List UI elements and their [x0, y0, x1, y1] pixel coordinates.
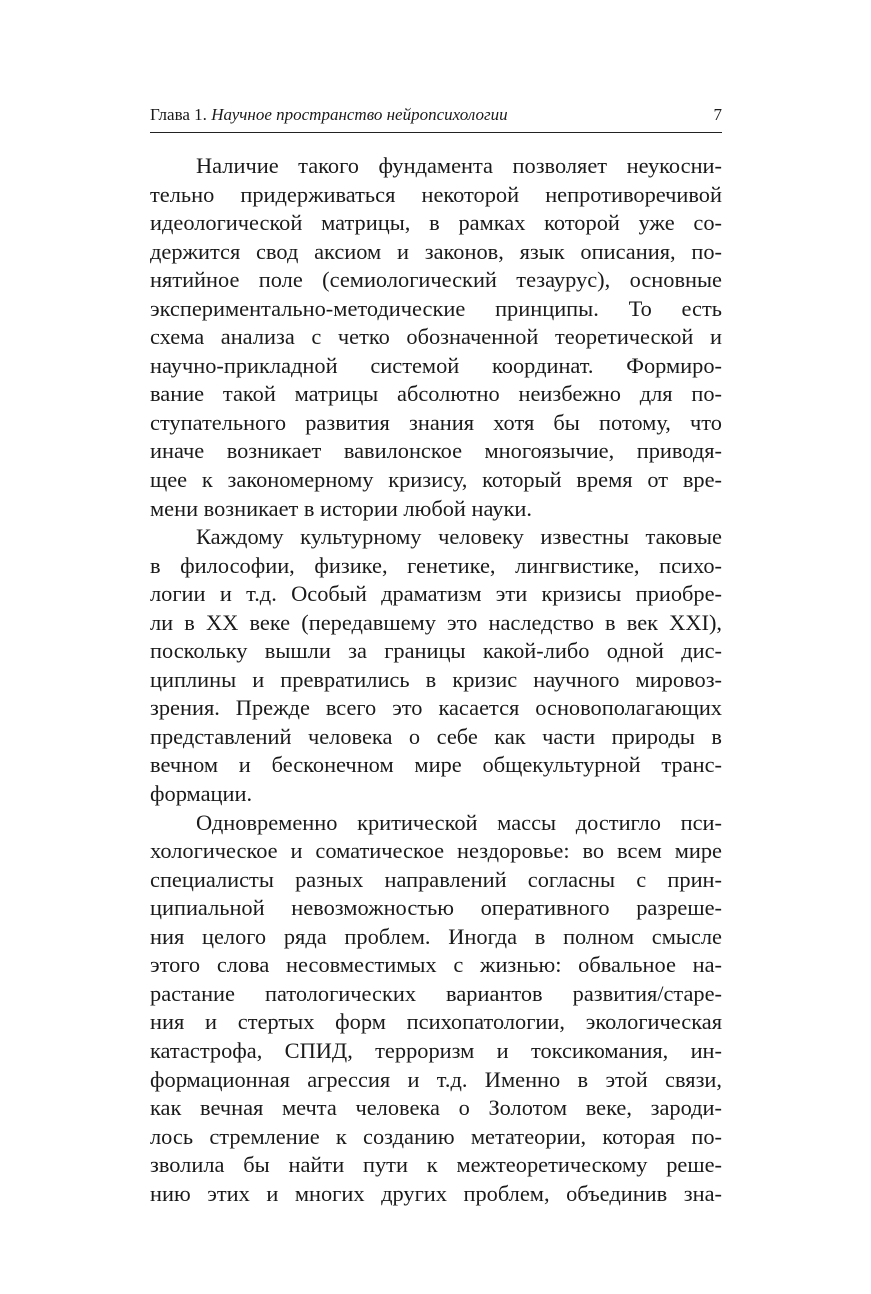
text-line: специалисты разных направлений согласны с прин- [150, 866, 722, 892]
paragraph [150, 523, 722, 808]
chapter-label: Глава 1. [150, 105, 207, 124]
text-line: Наличие такого фундамента позволяет неукосни- [196, 153, 722, 178]
text-line: ступательного развития знания хотя бы потому, что [150, 409, 722, 435]
text-line: идеологической матрицы, в рамках которой уже со- [150, 210, 722, 236]
text-line: Каждому культурному человеку известны таковые [196, 524, 722, 550]
text-line: тельно придерживаться некоторой непротиворечивой [150, 181, 722, 207]
text-line: ния и стертых форм психопатологии, экологическая [150, 1009, 722, 1035]
text-line: зрения. Прежде всего это касается основополагающих [150, 695, 722, 721]
text-line: вечном и бесконечном мире общекультурной транс- [150, 752, 722, 778]
text-line: представлений человека о себе как части природы в [150, 723, 722, 749]
text-line: поскольку вышли за границы какой-либо одной дис- [150, 638, 722, 664]
page-number: 7 [713, 105, 722, 124]
text-line: формации. [150, 781, 253, 807]
paragraph [150, 152, 722, 523]
text-line: логии и т.д. Особый драматизм эти кризисы приобре- [150, 581, 722, 607]
text-line: научно-прикладной системой координат. Формиро- [150, 352, 722, 378]
body-text [150, 152, 722, 1208]
text-line: ния целого ряда проблем. Иногда в полном смысле [150, 923, 722, 949]
text-line: как вечная мечта человека о Золотом веке, зароди- [150, 1095, 722, 1121]
text-line: экспериментально-методические принципы. То есть [150, 295, 722, 321]
text-line: мени возникает в истории любой науки. [150, 495, 532, 521]
text-line: нятийное поле (семиологический тезаурус), основные [150, 267, 722, 293]
text-line: схема анализа с четко обозначенной теоретической и [150, 324, 722, 350]
text-line: Одновременно критической массы достигло пси- [196, 809, 722, 835]
running-header [150, 100, 722, 133]
text-line: лось стремление к созданию метатеории, которая по- [150, 1123, 722, 1149]
text-line: циплины и превратились в кризис научного мировоз- [150, 666, 722, 692]
text-line: формационная агрессия и т.д. Именно в этой связи, [150, 1066, 722, 1092]
text-line: ципиальной невозможностью оперативного разреше- [150, 895, 722, 921]
text-line: хологическое и соматическое нездоровье: во всем мире [150, 838, 722, 864]
paragraph [150, 809, 722, 1209]
text-line: этого слова несовместимых с жизнью: обвальное на- [150, 952, 722, 978]
chapter-title: Научное пространство нейропсихологии [211, 105, 508, 124]
text-line: щее к закономерному кризису, который время от вре- [150, 467, 722, 493]
text-line: в философии, физике, генетике, лингвистике, психо- [150, 552, 722, 578]
text-line: нию этих и многих других проблем, объединив зна- [150, 1180, 722, 1206]
text-line: катастрофа, СПИД, терроризм и токсикомания, ин- [150, 1037, 722, 1063]
text-line: зволила бы найти пути к межтеоретическому реше- [150, 1152, 722, 1178]
running-header-title [150, 104, 508, 126]
text-line: растание патологических вариантов развития/старе- [150, 980, 722, 1006]
text-line: ли в XX веке (передавшему это наследство в век XXI), [150, 609, 722, 635]
text-line: держится свод аксиом и законов, язык описания, по- [150, 238, 722, 264]
text-line: вание такой матрицы абсолютно неизбежно для по- [150, 381, 722, 407]
text-line: иначе возникает вавилонское многоязычие, приводя- [150, 438, 722, 464]
